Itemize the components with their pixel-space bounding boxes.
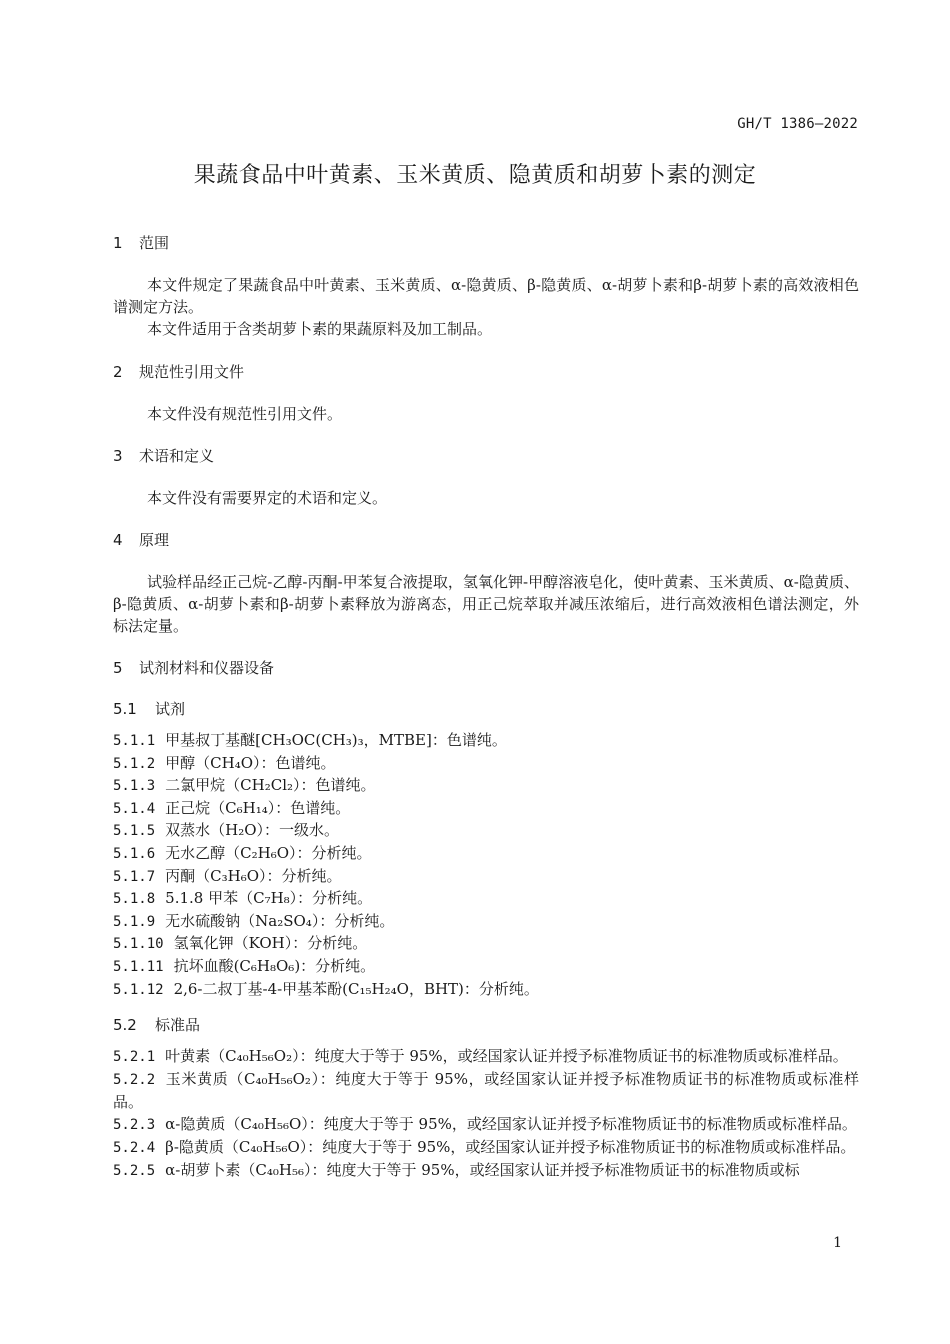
item-text: 丙酮（C₃H₆O）：分析纯。 xyxy=(165,866,342,885)
section-number: 3 xyxy=(113,447,123,465)
item-number: 5.1.4 xyxy=(113,800,156,817)
item-number: 5.2.5 xyxy=(113,1163,156,1180)
document-code: GH/T 1386—2022 xyxy=(737,116,858,132)
list-item xyxy=(113,1068,859,1113)
item-number: 5.1.6 xyxy=(113,845,156,862)
standards-list xyxy=(113,1045,859,1182)
paragraph: 本文件适用于含类胡萝卜素的果蔬原料及加工制品。 xyxy=(147,320,493,338)
list-item xyxy=(113,730,859,753)
item-number: 5.1.10 xyxy=(113,936,164,953)
item-number: 5.1.9 xyxy=(113,913,156,930)
section-heading-normative-references xyxy=(113,361,859,383)
section-heading-reagents xyxy=(113,657,859,679)
subsection-heading-standards xyxy=(113,1014,859,1036)
item-text: 玉米黄质（C₄₀H₅₆O₂）：纯度大于等于 95%，或经国家认证并授予标准物质证书的标准物质或标准样品。 xyxy=(113,1070,859,1112)
paragraph: 本文件没有规范性引用文件。 xyxy=(147,405,343,423)
page-number: 1 xyxy=(833,1235,842,1251)
item-number: 5.1.1 xyxy=(113,733,156,749)
section-number: 4 xyxy=(113,531,123,549)
subsection-heading-reagents xyxy=(113,698,859,720)
list-item xyxy=(113,1159,859,1182)
item-number: 5.2.4 xyxy=(113,1140,156,1157)
section-title: 规范性引用文件 xyxy=(139,363,245,381)
paragraph: 试验样品经正己烷-乙醇-丙酮-甲苯复合液提取，氢氧化钾-甲醇溶液皂化，使叶黄素、玉米黄质、α-隐黄质、β-隐黄质、α-胡萝卜素和β-胡萝卜素释放为游离态，用正己烷萃取并减压浓缩后，进行高效液相色谱法测定，外标法定量。 xyxy=(113,573,859,635)
list-item xyxy=(113,1045,859,1068)
list-item xyxy=(113,1113,859,1136)
item-number: 5.1.5 xyxy=(113,823,156,840)
list-item xyxy=(113,753,859,776)
list-item xyxy=(113,820,859,843)
reagent-list xyxy=(113,730,859,1001)
item-number: 5.1.12 xyxy=(113,981,164,998)
section-heading-terms xyxy=(113,445,859,467)
list-item xyxy=(113,1136,859,1159)
section-title: 范围 xyxy=(139,234,170,252)
item-number: 5.1.7 xyxy=(113,868,156,885)
item-number: 5.1.8 xyxy=(113,891,156,908)
section-title: 原理 xyxy=(139,531,170,549)
item-text: 甲醇（CH₄O）：色谱纯。 xyxy=(165,753,336,772)
item-text: 叶黄素（C₄₀H₅₆O₂）：纯度大于等于 95%，或经国家认证并授予标准物质证书的标准物质或标准样品。 xyxy=(165,1047,848,1066)
item-text: 双蒸水（H₂O）：一级水。 xyxy=(165,821,340,840)
item-text: 5.1.8 甲苯（C₇H₈）：分析纯。 xyxy=(165,889,373,908)
list-item xyxy=(113,843,859,866)
section-title: 术语和定义 xyxy=(139,447,215,465)
section-number: 2 xyxy=(113,363,123,381)
section-heading-principle xyxy=(113,529,859,551)
list-item xyxy=(113,775,859,798)
item-text: 无水乙醇（C₂H₆O）：分析纯。 xyxy=(165,843,372,862)
subsection-number: 5.1 xyxy=(113,700,137,718)
section-number: 5 xyxy=(113,659,123,677)
subsection-title: 试剂 xyxy=(155,700,186,718)
list-item xyxy=(113,888,859,911)
item-text: 正己烷（C₆H₁₄）：色谱纯。 xyxy=(165,798,351,817)
document-body xyxy=(113,232,859,1182)
item-text: 氢氧化钾（KOH）：分析纯。 xyxy=(173,934,368,953)
list-item xyxy=(113,956,859,979)
item-text: 二氯甲烷（CH₂Cl₂）：色谱纯。 xyxy=(165,776,376,795)
item-number: 5.1.3 xyxy=(113,778,156,795)
item-number: 5.1.11 xyxy=(113,958,164,975)
section-heading-scope xyxy=(113,232,859,254)
list-item xyxy=(113,979,859,1002)
item-text: α-隐黄质（C₄₀H₅₆O）：纯度大于等于 95%，或经国家认证并授予标准物质证书的标准物质或标准样品。 xyxy=(165,1115,857,1134)
section-title: 试剂材料和仪器设备 xyxy=(139,659,275,677)
item-number: 5.2.2 xyxy=(113,1072,156,1089)
item-text: 无水硫酸钠（Na₂SO₄）：分析纯。 xyxy=(165,911,395,930)
item-number: 5.2.3 xyxy=(113,1117,156,1134)
item-text: 抗坏血酸(C₆H₈O₆)：分析纯。 xyxy=(173,956,376,975)
section-number: 1 xyxy=(113,234,123,252)
list-item xyxy=(113,911,859,934)
subsection-number: 5.2 xyxy=(113,1016,137,1035)
list-item xyxy=(113,866,859,889)
item-number: 5.2.1 xyxy=(113,1049,156,1066)
subsection-title: 标准品 xyxy=(155,1016,201,1035)
item-text: α-胡萝卜素（C₄₀H₅₆）：纯度大于等于 95%，或经国家认证并授予标准物质证书的标准物质或标 xyxy=(165,1161,800,1180)
document-title: 果蔬食品中叶黄素、玉米黄质、隐黄质和胡萝卜素的测定 xyxy=(193,163,757,188)
list-item xyxy=(113,798,859,821)
item-text: 2,6-二叔丁基-4-甲基苯酚(C₁₅H₂₄O，BHT)：分析纯。 xyxy=(173,979,539,998)
list-item xyxy=(113,933,859,956)
item-number: 5.1.2 xyxy=(113,755,156,772)
item-text: 甲基叔丁基醚[CH₃OC(CH₃)₃，MTBE]：色谱纯。 xyxy=(165,731,507,749)
item-text: β-隐黄质（C₄₀H₅₆O）：纯度大于等于 95%，或经国家认证并授予标准物质证书的标准物质或标准样品。 xyxy=(165,1138,856,1157)
paragraph: 本文件没有需要界定的术语和定义。 xyxy=(147,489,388,507)
paragraph: 本文件规定了果蔬食品中叶黄素、玉米黄质、α-隐黄质、β-隐黄质、α-胡萝卜素和β-胡萝卜素的高效液相色谱测定方法。 xyxy=(113,276,859,316)
